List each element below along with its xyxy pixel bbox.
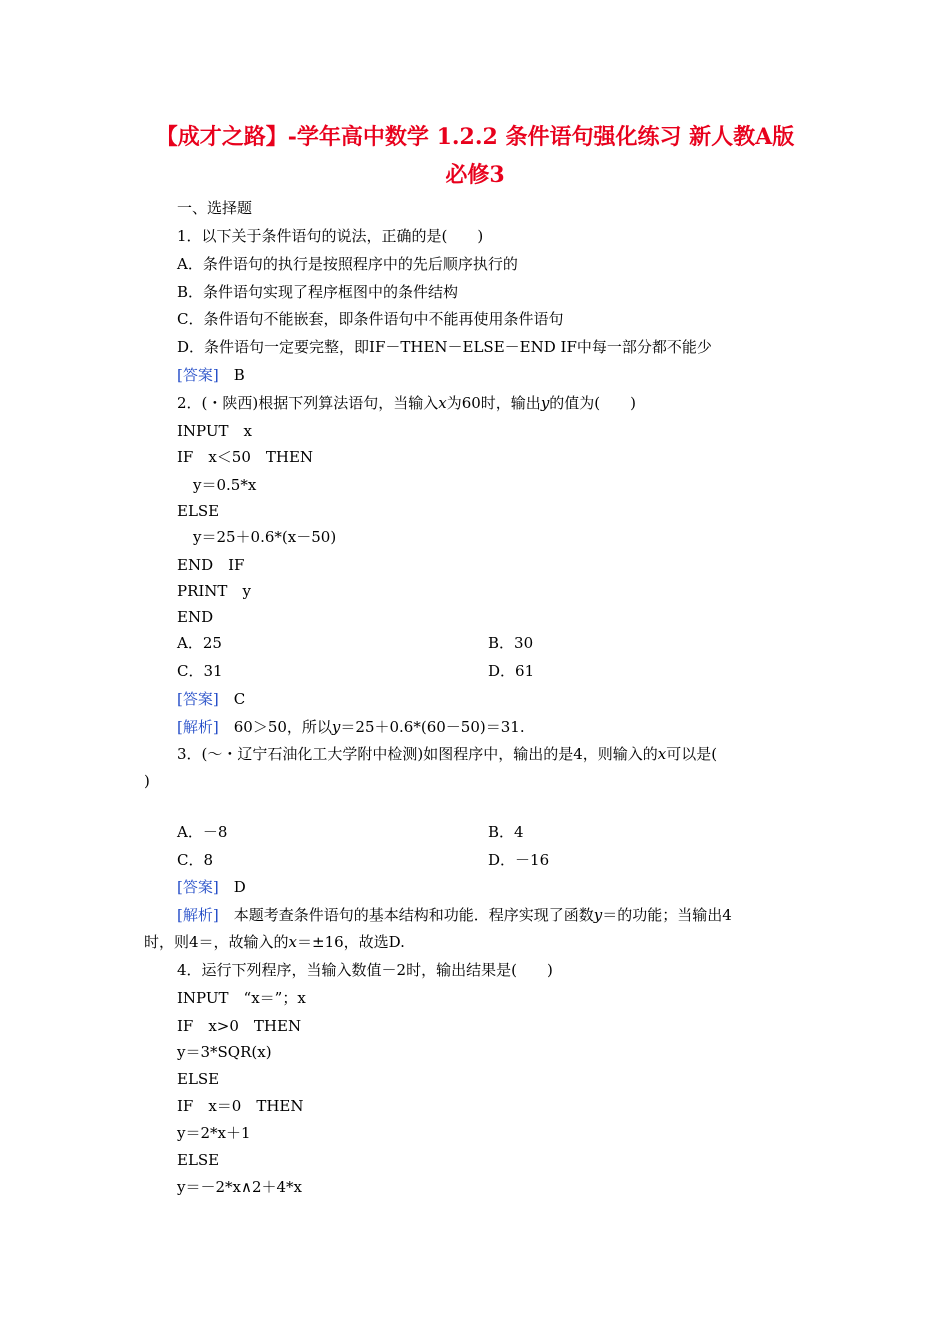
q4-code-line: y＝－2*x∧2＋4*x [177, 1178, 303, 1196]
q4-code-line: y＝3*SQR(x) [177, 1043, 272, 1061]
q2-answer [177, 689, 245, 709]
q3-stem-continued: ) [144, 772, 150, 790]
answer-value: C [233, 690, 246, 708]
q2-option-b: B．30 [488, 634, 534, 652]
answer-tag: [答案] [177, 878, 219, 896]
q3-option-a: A．－8 [177, 823, 228, 841]
q3-stem: 3．(～・辽宁石油化工大学附中检测)如图程序中，输出的是4，则输入的x可以是( [177, 745, 718, 763]
q2-code-line: y＝25＋0.6*(x－50) [193, 528, 337, 546]
q2-code-line: PRINT y [177, 582, 251, 600]
q2-option-c: C．31 [177, 662, 223, 680]
q2-option-d: D．61 [488, 662, 535, 680]
q4-code-line: IF x＝0 THEN [177, 1097, 304, 1115]
q2-code-line: y＝0.5*x [193, 476, 257, 494]
answer-value: D [233, 878, 246, 896]
analysis-tag: [解析] [177, 906, 219, 924]
q2-analysis: [解析] 60＞50，所以y＝25＋0.6*(60－50)＝31. [177, 718, 525, 736]
answer-tag: [答案] [177, 690, 219, 708]
document-title-line2: 必修3 [445, 162, 505, 188]
q4-code-line: ELSE [177, 1151, 220, 1169]
q1-option-d: D．条件语句一定要完整，即IF－THEN－ELSE－END IF中每一部分都不能少 [177, 338, 712, 356]
q1-option-c: C．条件语句不能嵌套，即条件语句中不能再使用条件语句 [177, 310, 564, 328]
document-title-line1: 【成才之路】-学年高中数学 1.2.2 条件语句强化练习 新人教A版 [155, 124, 795, 150]
q4-code-line: INPUT “x＝”；x [177, 989, 306, 1007]
answer-value: B [233, 366, 245, 384]
q2-code-line: IF x＜50 THEN [177, 448, 314, 466]
analysis-tag: [解析] [177, 718, 219, 736]
q2-code-line: END [177, 608, 214, 626]
q2-stem: 2．(・陕西)根据下列算法语句，当输入x为60时，输出y的值为( ) [177, 394, 637, 412]
q1-stem: 1．以下关于条件语句的说法，正确的是( ) [177, 227, 484, 245]
q3-option-d: D．－16 [488, 851, 550, 869]
section-heading: 一、选择题 [177, 199, 253, 217]
answer-tag: [答案] [177, 366, 219, 384]
q4-code-line: ELSE [177, 1070, 220, 1088]
q2-code-line: END IF [177, 556, 245, 574]
q3-option-b: B．4 [488, 823, 524, 841]
q3-analysis: [解析] 本题考查条件语句的基本结构和功能．程序实现了函数y＝的功能；当输出4 [177, 906, 732, 924]
q1-option-a: A．条件语句的执行是按照程序中的先后顺序执行的 [177, 255, 518, 273]
q2-option-a: A．25 [177, 634, 222, 652]
q4-stem: 4．运行下列程序，当输入数值－2时，输出结果是( ) [177, 961, 553, 979]
q4-code-line: y＝2*x＋1 [177, 1124, 251, 1142]
q4-code-line: IF x>0 THEN [177, 1017, 302, 1035]
q2-code-line: ELSE [177, 502, 220, 520]
q3-answer [177, 877, 246, 897]
q2-code-line: INPUT x [177, 422, 252, 440]
q3-analysis-continued: 时，则4＝，故输入的x＝±16，故选D. [144, 933, 405, 951]
q3-option-c: C．8 [177, 851, 214, 869]
q1-option-b: B．条件语句实现了程序框图中的条件结构 [177, 283, 459, 301]
q1-answer [177, 365, 245, 385]
